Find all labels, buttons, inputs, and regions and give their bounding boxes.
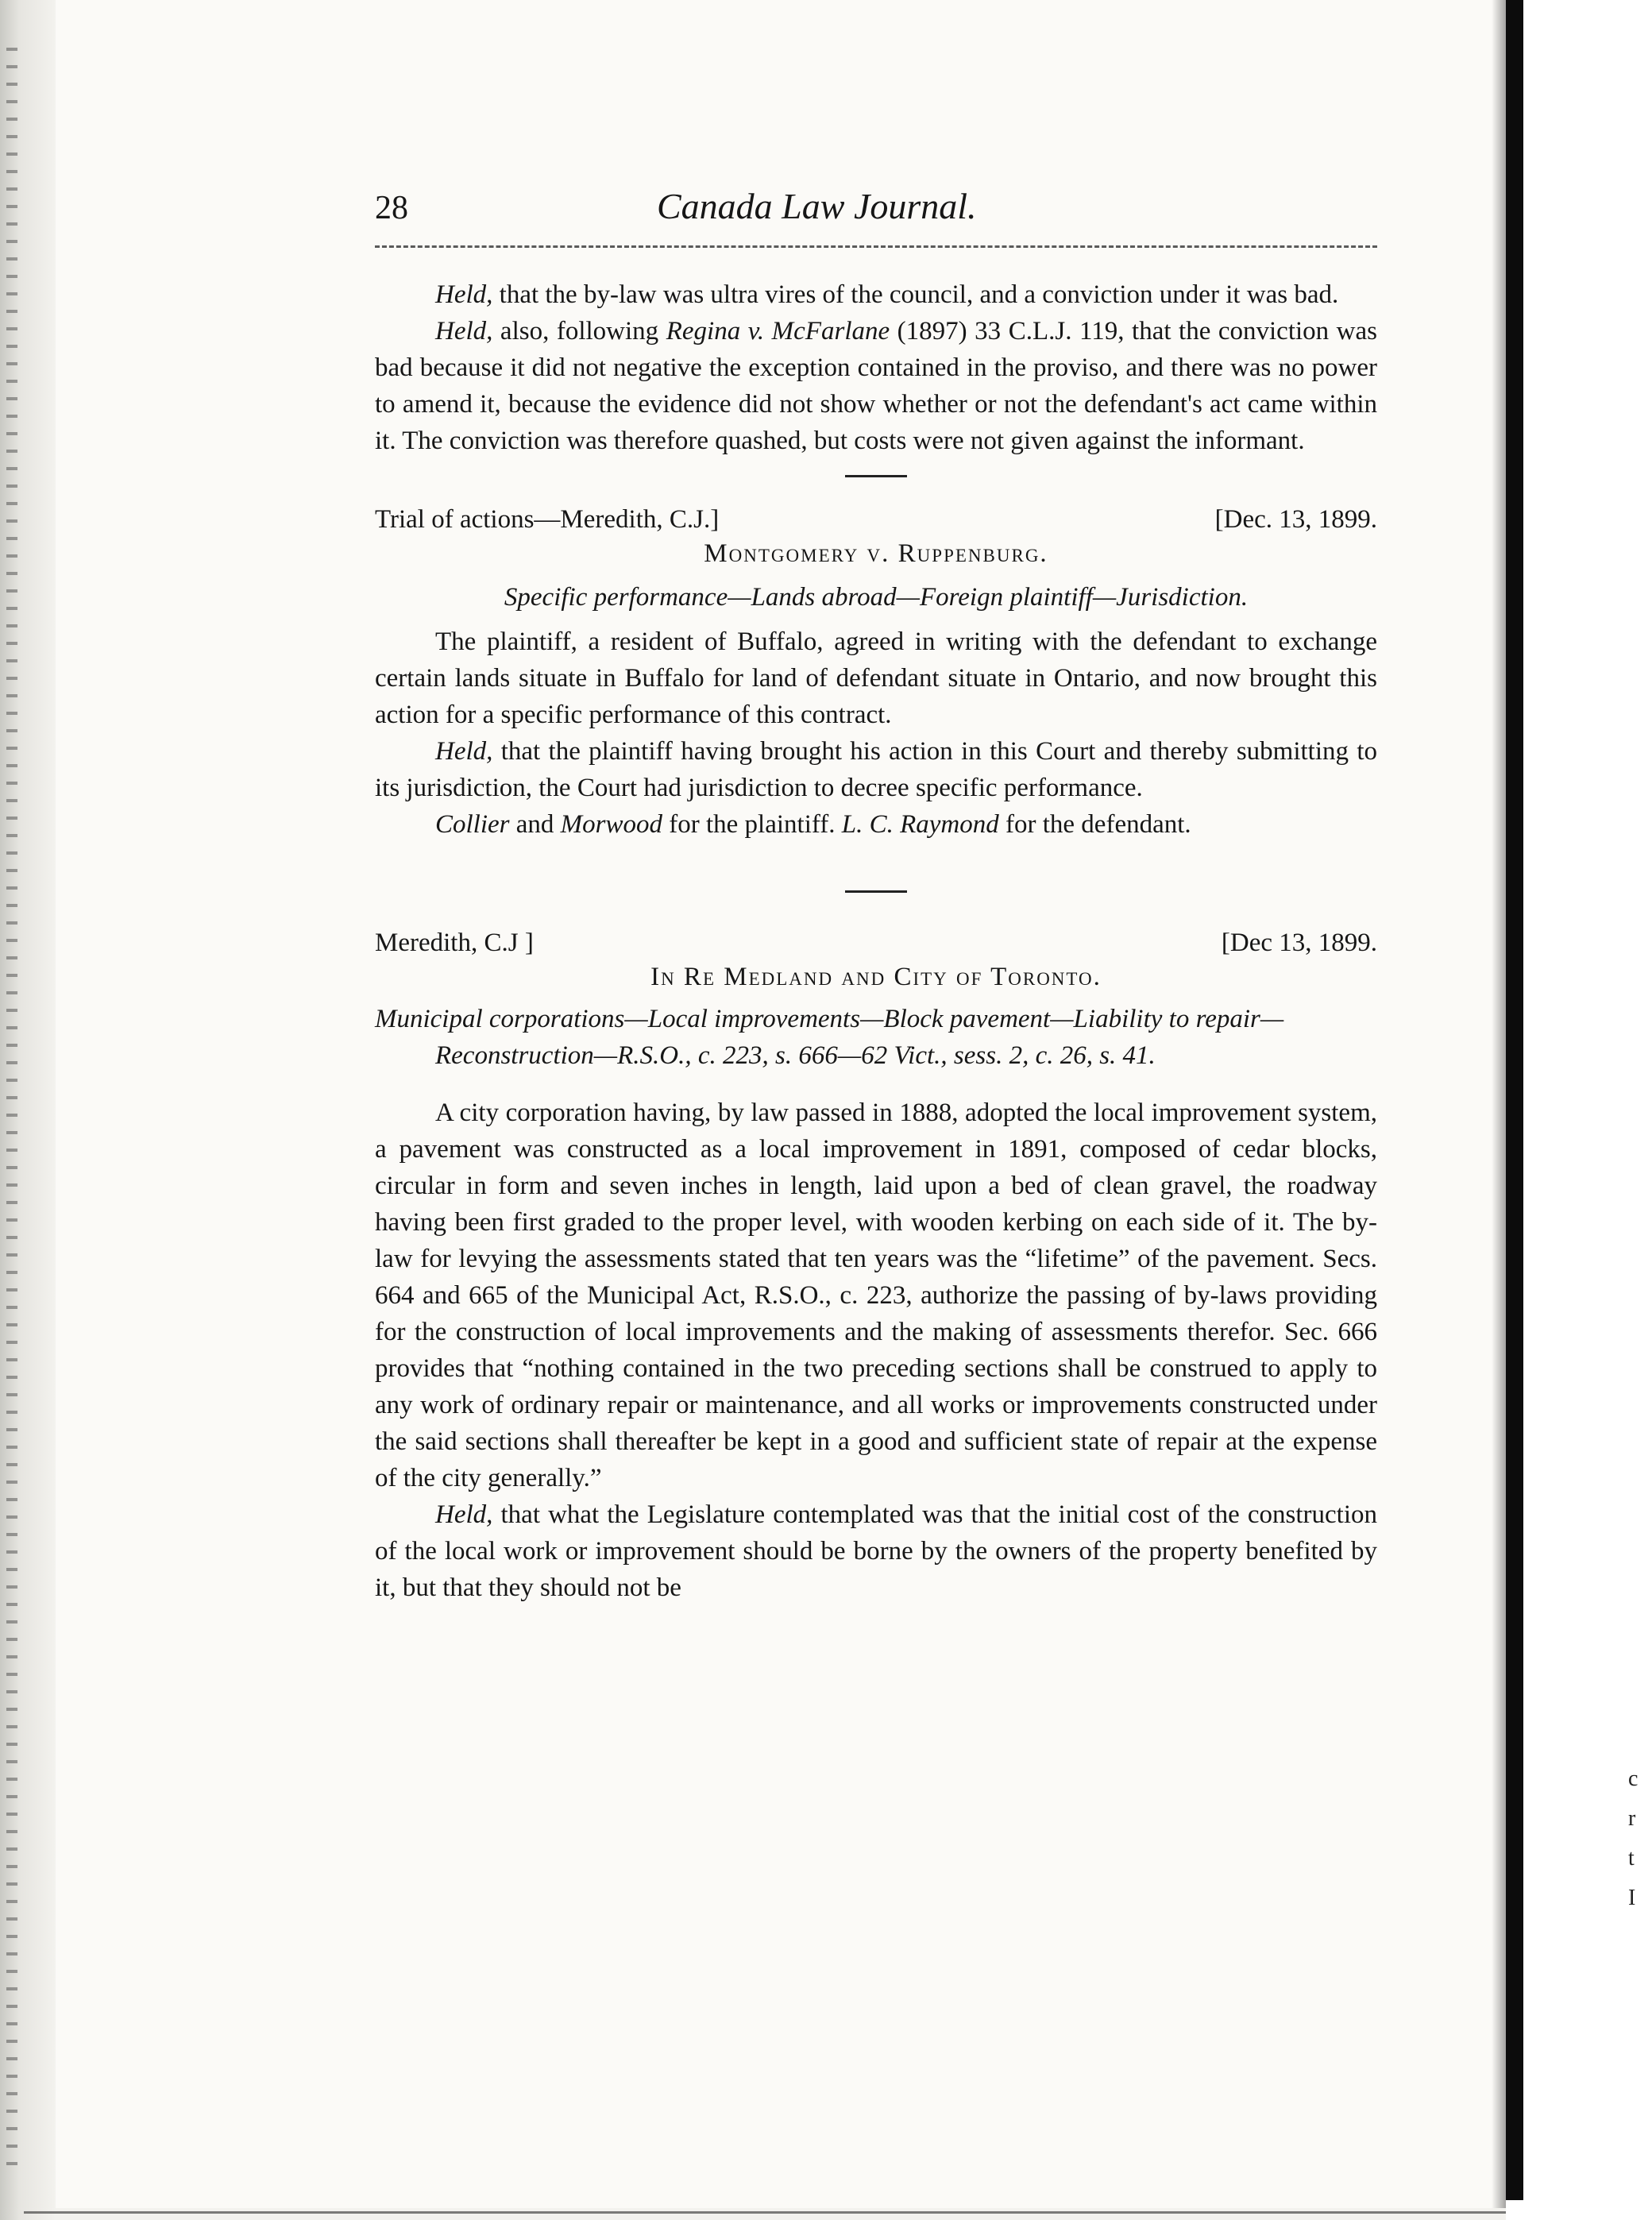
page-edge-shadow: [1492, 0, 1506, 2208]
held-text: (1897) 33 C.L.J. 119, that the conviction was bad because it did not negative the exception contained in the proviso, and there was no power to amend it, because the evidence did not show whether or not the defendant's act came within it. The conviction was therefore quashed, but costs were not given against the informant.: [375, 317, 1378, 455]
fragment-letter: r: [1628, 1806, 1636, 1831]
counsel-text: for the defendant.: [998, 810, 1191, 839]
fragment-letter: I: [1628, 1886, 1636, 1910]
section-divider: [845, 475, 907, 477]
page-content: [375, 179, 1377, 1606]
binding-marks: [6, 48, 17, 2176]
case-headnote: Specific performance—Lands abroad—Foreign plaintiff—Jurisdiction.: [504, 583, 1249, 612]
case-heading: [375, 925, 1377, 961]
section-divider: [845, 890, 907, 893]
fragment-letter: c: [1628, 1766, 1638, 1791]
counsel-name: Morwood: [560, 810, 663, 839]
running-header: [375, 179, 1377, 234]
case-date: [Dec 13, 1899.: [1221, 929, 1377, 957]
facts-paragraph: The plaintiff, a resident of Buffalo, agreed in writing with the defendant to exchange certain lands situate in Buffalo for land of defendant situate in Ontario, and now brought this action for a specific performance of this contract.: [375, 627, 1377, 729]
counsel-name: Collier: [435, 810, 510, 839]
held-label: Held,: [435, 1500, 493, 1529]
held-text: also, following: [492, 317, 666, 346]
case-name: In Re Medland and City of Toronto.: [650, 963, 1102, 991]
held-text: that what the Legislature contemplated was that the initial cost of the construction of the local work or improvement should be borne by the owners of the property benefited by it, but that they should not be: [375, 1500, 1377, 1602]
held-label: Held,: [435, 280, 493, 309]
counsel-text: and: [509, 810, 561, 839]
case-name: Montgomery v. Ruppenburg.: [704, 539, 1048, 568]
held-text: that the by-law was ultra vires of the council, and a conviction under it was bad.: [492, 280, 1339, 309]
court-line: Trial of actions—Meredith, C.J.]: [375, 505, 720, 534]
court-line: Meredith, C.J ]: [375, 929, 534, 957]
held-paragraph: [375, 733, 1377, 806]
journal-title: Canada Law Journal.: [657, 186, 977, 226]
scan-bottom-edge: [24, 2211, 1506, 2214]
held-label: Held,: [435, 317, 493, 346]
held-paragraph: [375, 313, 1377, 459]
case-date: [Dec. 13, 1899.: [1214, 505, 1377, 534]
facts-paragraph: A city corporation having, by law passed in 1888, adopted the local improvement system, a pavement was constructed as a local improvement in 1891, composed of cedar blocks, circular in form and seven inches in length, laid upon a bed of clean gravel, the roadway having been first graded to the proper level, with wooden kerbing on each side of it. The by-law for levying the assessments stated that ten years was the “lifetime” of the pavement. Secs. 664 and 665 of the Municipal Act, R.S.O., c. 223, authorize the passing of by-laws providing for the construction of local improvements and the making of assessments therefor. Sec. 666 provides that “nothing contained in the two preceding sections shall be construed to apply to any work of ordinary repair or maintenance, and all works or improvements constructed under the said sections shall thereafter be kept in a good and sufficient state of repair at the expense of the city generally.”: [375, 1098, 1377, 1492]
held-paragraph: [375, 1496, 1377, 1606]
held-label: Held,: [435, 737, 493, 766]
case-headnote: Municipal corporations—Local improvements—Block pavement—Liability to repair—Reconstruction—R.S.O., c. 223, s. 666—62 Vict., sess. 2, c. 26, s. 41.: [375, 1005, 1284, 1070]
counsel-text: for the plaintiff.: [662, 810, 842, 839]
facing-page-fragment: [1628, 1759, 1647, 1918]
fragment-letter: t: [1628, 1846, 1635, 1871]
case-heading: [375, 501, 1377, 538]
counsel-paragraph: [375, 806, 1377, 843]
header-rule: [375, 245, 1377, 248]
held-text: that the plaintiff having brought his action in this Court and thereby submitting to its jurisdiction, the Court had jurisdiction to decree specific performance.: [375, 737, 1377, 802]
case-citation: Regina v. McFarlane: [666, 317, 890, 346]
gutter-band: [1506, 0, 1523, 2200]
held-paragraph: [375, 276, 1377, 313]
page-number: 28: [375, 190, 408, 226]
counsel-name: L. C. Raymond: [841, 810, 999, 839]
